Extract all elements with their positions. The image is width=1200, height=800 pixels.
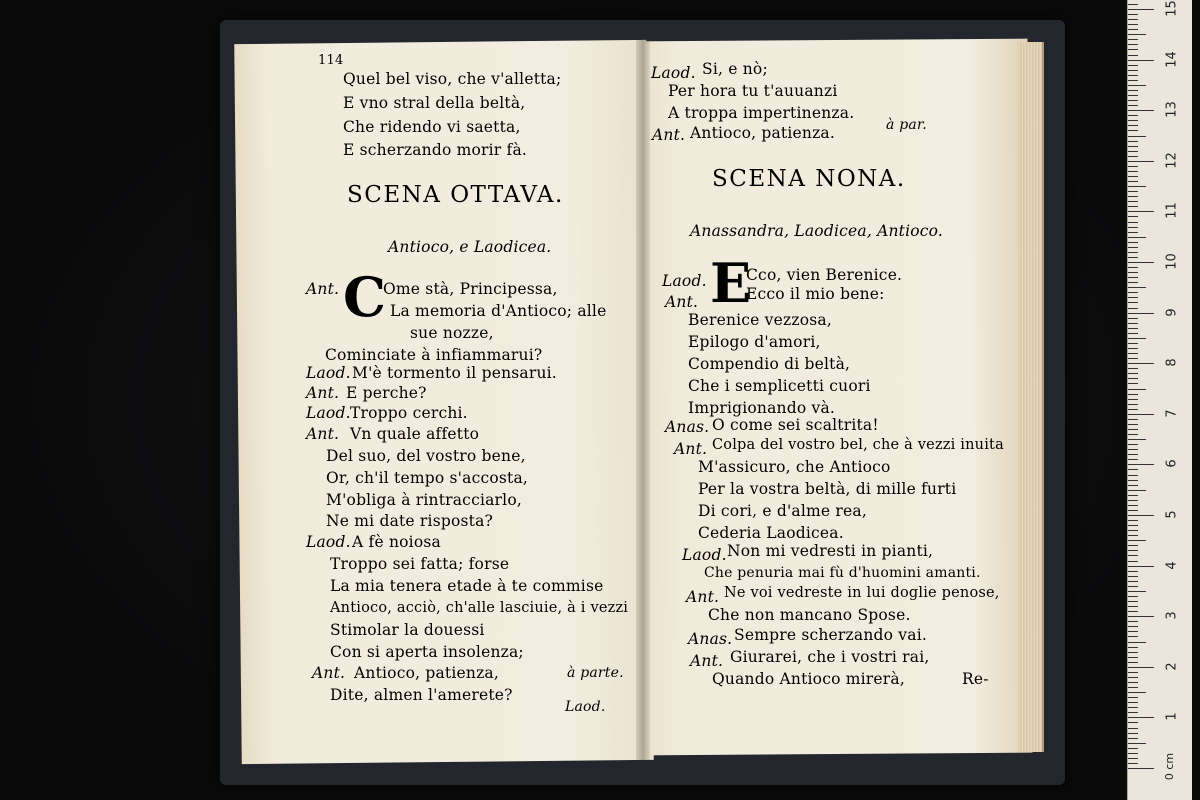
- ruler-tick: [1128, 29, 1138, 30]
- dialogue-line: Di cori, e d'alme rea,: [698, 502, 867, 520]
- dialogue-line: Ome stà, Principessa,: [383, 280, 558, 298]
- dialogue-line: Cederia Laodicea.: [698, 524, 844, 542]
- speaker-label: Ant.: [306, 280, 340, 298]
- ruler-tick: [1128, 459, 1138, 460]
- ruler-tick: [1128, 343, 1138, 344]
- ruler-unit: 0 cm: [1163, 752, 1177, 781]
- ruler-tick: [1128, 616, 1154, 617]
- ruler-tick: [1128, 191, 1138, 192]
- ruler-tick: [1128, 156, 1138, 157]
- ruler-tick: [1128, 237, 1146, 238]
- ruler-tick: [1128, 19, 1138, 20]
- ruler-tick: [1128, 561, 1138, 562]
- speaker-label: Ant.: [674, 440, 708, 458]
- dialogue-line: La mia tenera etade à te commise: [330, 577, 604, 595]
- ruler-tick: [1128, 105, 1138, 106]
- ruler-tick: [1128, 125, 1138, 126]
- ruler-tick: [1128, 758, 1138, 759]
- dialogue-line: Ne voi vedreste in lui doglie penose,: [724, 585, 1000, 601]
- dialogue-line: E perche?: [346, 384, 427, 402]
- ruler-tick: [1128, 186, 1146, 187]
- dialogue-line: Che penuria mai fù d'huomini amanti.: [704, 565, 981, 581]
- ruler-tick: [1128, 520, 1138, 521]
- drop-cap: E: [710, 251, 752, 315]
- speaker-label: Laod.: [651, 64, 696, 82]
- ruler-tick: [1128, 464, 1154, 465]
- ruler-tick: [1128, 242, 1138, 243]
- ruler-tick: [1128, 399, 1138, 400]
- ruler-tick: [1128, 75, 1138, 76]
- dialogue-line: Berenice vezzosa,: [688, 311, 832, 329]
- ruler-tick: [1128, 292, 1138, 293]
- ruler-tick: [1128, 287, 1146, 288]
- speaker-label: Ant.: [306, 384, 340, 402]
- ruler-tick: [1128, 318, 1138, 319]
- dialogue-line: La memoria d'Antioco; alle: [390, 302, 607, 320]
- dialogue-line: Che non mancano Spose.: [708, 606, 911, 624]
- ruler-tick: [1128, 469, 1138, 470]
- ruler-tick: [1128, 500, 1138, 501]
- speaker-label: Ant.: [690, 652, 724, 670]
- ruler-number: 9: [1164, 307, 1180, 317]
- ruler-tick: [1128, 414, 1154, 415]
- dialogue-line: Ne mi date risposta?: [326, 512, 494, 530]
- ruler-tick: [1128, 550, 1138, 551]
- page-edges: [1018, 42, 1044, 752]
- ruler-tick: [1128, 692, 1146, 693]
- ruler-tick: [1128, 657, 1138, 658]
- ruler-number: 4: [1164, 560, 1180, 570]
- verse-line: Quel bel viso, che v'alletta;: [343, 70, 562, 88]
- ruler-tick: [1128, 480, 1138, 481]
- ruler-tick: [1128, 449, 1138, 450]
- speaker-label: Ant.: [306, 425, 340, 443]
- ruler-tick: [1128, 738, 1138, 739]
- ruler-tick: [1128, 232, 1138, 233]
- ruler-number: 7: [1164, 409, 1180, 418]
- ruler-tick: [1128, 753, 1138, 754]
- speaker-label: Laod.: [682, 546, 727, 564]
- ruler-tick: [1128, 682, 1138, 683]
- stage-direction: à par.: [886, 117, 927, 133]
- ruler-tick: [1128, 510, 1138, 511]
- ruler-tick: [1128, 621, 1138, 622]
- dialogue-line: Giurarei, che i vostri rai,: [730, 648, 930, 666]
- ruler-tick: [1128, 748, 1138, 749]
- scene-title: SCENA NONA.: [712, 166, 906, 192]
- ruler-tick: [1128, 328, 1138, 329]
- speaker-label: Laod.: [306, 404, 351, 422]
- ruler-tick: [1128, 323, 1138, 324]
- dialogue-line: Colpa del vostro bel, che à vezzi inuita: [712, 437, 1004, 453]
- ruler-tick: [1128, 728, 1138, 729]
- ruler-tick: [1128, 85, 1146, 86]
- ruler-tick: [1128, 196, 1138, 197]
- dialogue-line: sue nozze,: [410, 324, 494, 342]
- dialogue-line: Troppo cerchi.: [350, 404, 468, 422]
- ruler-tick: [1128, 444, 1138, 445]
- ruler-tick: [1128, 606, 1138, 607]
- ruler-tick: [1128, 631, 1138, 632]
- ruler-tick: [1128, 70, 1138, 71]
- ruler-tick: [1128, 201, 1138, 202]
- dialogue-line: Antioco, patienza,: [354, 664, 499, 682]
- ruler-tick: [1128, 581, 1138, 582]
- verse-line: Che ridendo vi saetta,: [343, 118, 521, 136]
- ruler-tick: [1128, 166, 1138, 167]
- ruler-tick: [1128, 647, 1138, 648]
- ruler-tick: [1128, 394, 1138, 395]
- ruler-tick: [1128, 49, 1138, 50]
- ruler-number: 8: [1164, 358, 1180, 367]
- ruler-tick: [1128, 151, 1138, 152]
- ruler-tick: [1128, 611, 1138, 612]
- ruler-tick: [1128, 763, 1138, 764]
- dialogue-line: Vn quale affetto: [350, 425, 480, 443]
- ruler-tick: [1128, 267, 1138, 268]
- dialogue-line: Non mi vedresti in pianti,: [727, 542, 934, 560]
- ruler-tick: [1128, 39, 1138, 40]
- ruler-tick: [1128, 378, 1138, 379]
- ruler-tick: [1128, 4, 1138, 5]
- ruler-tick: [1128, 252, 1138, 253]
- ruler-tick: [1128, 348, 1138, 349]
- ruler-tick: [1128, 530, 1138, 531]
- ruler-tick: [1128, 667, 1154, 668]
- ruler-tick: [1128, 525, 1138, 526]
- speaker-label: Anas.: [665, 418, 710, 436]
- ruler-tick: [1128, 566, 1154, 567]
- ruler-tick: [1128, 161, 1154, 162]
- ruler-tick: [1128, 222, 1138, 223]
- dialogue-line: A fè noiosa: [352, 533, 441, 551]
- ruler-tick: [1128, 677, 1138, 678]
- speaker-label: Laod.: [662, 272, 707, 290]
- ruler-tick: [1128, 485, 1138, 486]
- dialogue-line: Imprigionando và.: [688, 399, 836, 417]
- ruler-tick: [1128, 419, 1138, 420]
- ruler-tick: [1128, 272, 1138, 273]
- ruler-tick: [1128, 743, 1146, 744]
- ruler-tick: [1128, 490, 1146, 491]
- ruler-number: 14: [1164, 50, 1180, 68]
- ruler-tick: [1128, 515, 1154, 516]
- ruler-tick: [1128, 576, 1138, 577]
- ruler-tick: [1128, 363, 1154, 364]
- ruler-tick: [1128, 545, 1138, 546]
- dialogue-line: Quando Antioco mirerà,: [712, 670, 905, 688]
- ruler-number: 1: [1164, 712, 1180, 722]
- dialogue-line: Dite, almen l'amerete?: [330, 686, 513, 704]
- ruler-tick: [1128, 702, 1138, 703]
- ruler-tick: [1128, 383, 1138, 384]
- catchword: Re-: [962, 670, 989, 688]
- speaker-label: Laod.: [306, 364, 351, 382]
- ruler-tick: [1128, 652, 1138, 653]
- dialogue-line: Troppo sei fatta; forse: [330, 555, 510, 573]
- ruler-tick: [1128, 642, 1146, 643]
- scene-characters: Anassandra, Laodicea, Antioco.: [690, 222, 944, 240]
- dialogue-line: Cco, vien Berenice.: [746, 266, 903, 284]
- ruler-tick: [1128, 636, 1138, 637]
- ruler-tick: [1128, 44, 1138, 45]
- ruler-tick: [1128, 373, 1138, 374]
- dialogue-line: Antioco, acciò, ch'alle lasciuie, à i vezzi: [330, 600, 629, 616]
- ruler-tick: [1128, 297, 1138, 298]
- dialogue-line: Compendio di beltà,: [688, 355, 851, 373]
- ruler-tick: [1128, 176, 1138, 177]
- book-gutter: [636, 40, 650, 760]
- ruler-tick: [1128, 65, 1138, 66]
- ruler-tick: [1128, 672, 1138, 673]
- dialogue-line: Antioco, patienza.: [690, 124, 835, 142]
- page-number: 114: [318, 53, 344, 68]
- ruler-tick: [1128, 100, 1138, 101]
- ruler-tick: [1128, 555, 1138, 556]
- ruler-number: 3: [1164, 611, 1180, 620]
- dialogue-line: Per hora tu t'auuanzi: [668, 82, 838, 100]
- ruler-tick: [1128, 586, 1138, 587]
- ruler-tick: [1128, 353, 1138, 354]
- ruler-tick: [1128, 495, 1138, 496]
- ruler-tick: [1128, 697, 1138, 698]
- verse-line: E scherzando morir fà.: [343, 141, 528, 159]
- ruler-tick: [1128, 211, 1154, 212]
- dialogue-line: Per la vostra beltà, di mille furti: [698, 480, 957, 498]
- ruler-tick: [1128, 722, 1138, 723]
- ruler-tick: [1128, 368, 1138, 369]
- ruler-tick: [1128, 591, 1146, 592]
- ruler-number: 2: [1164, 662, 1180, 671]
- ruler-tick: [1128, 712, 1138, 713]
- ruler-tick: [1128, 115, 1138, 116]
- ruler-tick: [1128, 596, 1138, 597]
- ruler-number: 12: [1164, 152, 1180, 169]
- ruler-tick: [1128, 434, 1138, 435]
- dialogue-line: Ecco il mio bene:: [746, 285, 885, 303]
- ruler-tick: [1128, 181, 1138, 182]
- ruler-tick: [1128, 24, 1138, 25]
- ruler-tick: [1128, 333, 1138, 334]
- speaker-label: Ant.: [312, 664, 346, 682]
- speaker-label: Ant.: [686, 588, 720, 606]
- ruler-tick: [1128, 216, 1138, 217]
- ruler-number: 10: [1164, 253, 1180, 270]
- ruler-tick: [1128, 90, 1138, 91]
- ruler-tick: [1128, 571, 1138, 572]
- ruler-tick: [1128, 34, 1146, 35]
- speaker-label: Ant.: [665, 293, 699, 311]
- ruler-tick: [1128, 454, 1138, 455]
- ruler-tick: [1128, 429, 1138, 430]
- ruler-tick: [1128, 409, 1138, 410]
- ruler-tick: [1128, 282, 1138, 283]
- dialogue-line: Cominciate à infiammarui?: [325, 346, 543, 364]
- dialogue-line: Del suo, del vostro bene,: [326, 447, 526, 465]
- ruler-tick: [1128, 662, 1138, 663]
- ruler-tick: [1128, 338, 1146, 339]
- dialogue-line: A troppa impertinenza.: [668, 104, 855, 122]
- ruler-number: 13: [1164, 101, 1180, 118]
- dialogue-line: Epilogo d'amori,: [688, 333, 821, 351]
- speaker-label: Laod.: [306, 533, 351, 551]
- scene-title: SCENA OTTAVA.: [347, 182, 564, 208]
- verse-line: E vno stral della beltà,: [343, 94, 526, 112]
- ruler-tick: [1128, 475, 1138, 476]
- ruler-tick: [1128, 95, 1138, 96]
- scene-characters: Antioco, e Laodicea.: [388, 238, 552, 256]
- dialogue-line: M'assicuro, che Antioco: [698, 458, 891, 476]
- speaker-label: Anas.: [688, 630, 733, 648]
- ruler-number: 15: [1164, 0, 1180, 17]
- ruler-tick: [1128, 120, 1138, 121]
- dialogue-line: O come sei scaltrita!: [712, 416, 879, 434]
- catchword: Laod.: [565, 699, 606, 715]
- dialogue-line: M'obliga à rintracciarlo,: [326, 491, 522, 509]
- dialogue-line: M'è tormento il pensarui.: [352, 364, 557, 382]
- ruler-number: 6: [1164, 459, 1180, 469]
- measurement-ruler: [1127, 0, 1192, 800]
- ruler-tick: [1128, 277, 1138, 278]
- ruler-tick: [1128, 535, 1138, 536]
- ruler-tick: [1128, 313, 1154, 314]
- ruler-tick: [1128, 389, 1146, 390]
- ruler-tick: [1128, 358, 1138, 359]
- ruler-tick: [1128, 227, 1138, 228]
- ruler-tick: [1128, 505, 1138, 506]
- ruler-tick: [1128, 257, 1138, 258]
- ruler-tick: [1128, 308, 1138, 309]
- dialogue-line: Con si aperta insolenza;: [330, 643, 524, 661]
- ruler-tick: [1128, 302, 1138, 303]
- ruler-tick: [1128, 626, 1138, 627]
- ruler-tick: [1128, 130, 1138, 131]
- ruler-tick: [1128, 171, 1138, 172]
- ruler-tick: [1128, 9, 1154, 10]
- ruler-tick: [1128, 136, 1146, 137]
- ruler-tick: [1128, 733, 1138, 734]
- ruler-number: 11: [1164, 202, 1180, 220]
- ruler-tick: [1128, 687, 1138, 688]
- drop-cap: C: [343, 265, 387, 329]
- dialogue-line: Che i semplicetti cuori: [688, 377, 871, 395]
- ruler-tick: [1128, 141, 1138, 142]
- ruler-tick: [1128, 14, 1138, 15]
- ruler-tick: [1128, 439, 1146, 440]
- ruler-tick: [1128, 707, 1138, 708]
- ruler-tick: [1128, 262, 1154, 263]
- stage-direction: à parte.: [567, 665, 624, 681]
- ruler-tick: [1128, 404, 1138, 405]
- dialogue-line: Or, ch'il tempo s'accosta,: [326, 469, 529, 487]
- ruler-tick: [1128, 424, 1138, 425]
- dialogue-line: Si, e nò;: [702, 60, 768, 78]
- ruler-tick: [1128, 601, 1138, 602]
- ruler-tick: [1128, 247, 1138, 248]
- dialogue-line: Sempre scherzando vai.: [734, 626, 927, 644]
- speaker-label: Ant.: [652, 126, 686, 144]
- ruler-tick: [1128, 146, 1138, 147]
- ruler-tick: [1128, 80, 1138, 81]
- ruler-tick: [1128, 55, 1138, 56]
- dialogue-line: Stimolar la douessi: [330, 621, 485, 639]
- ruler-tick: [1128, 206, 1138, 207]
- ruler-number: 5: [1164, 510, 1180, 519]
- ruler-tick: [1128, 110, 1154, 111]
- ruler-tick: [1128, 540, 1146, 541]
- ruler-tick: [1128, 717, 1154, 718]
- ruler-tick: [1128, 60, 1154, 61]
- ruler-tick: [1128, 768, 1154, 769]
